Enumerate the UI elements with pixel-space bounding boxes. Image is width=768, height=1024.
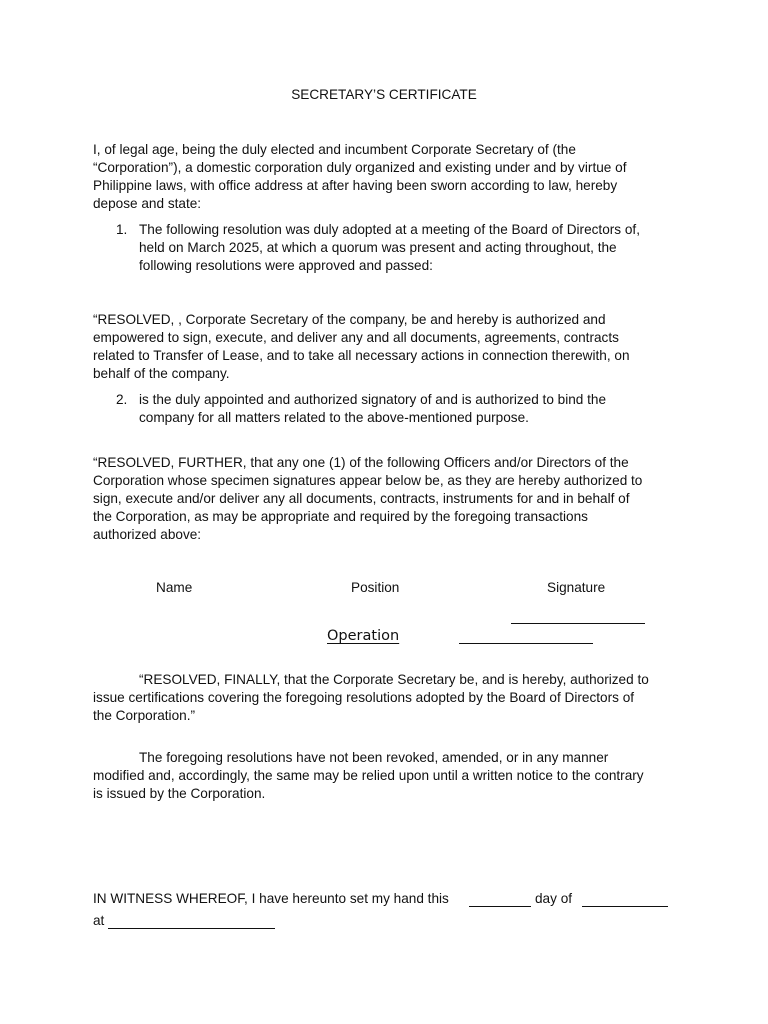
position-value: Operation bbox=[327, 628, 400, 644]
intro-paragraph bbox=[93, 141, 683, 213]
finally-line: issue certifications covering the foregoing resolutions adopted by the Board of Directors of bbox=[93, 690, 635, 705]
further-line: the Corporation, as may be appropriate and required by the foregoing transactions bbox=[93, 509, 588, 524]
witness-text: IN WITNESS WHEREOF, I have hereunto set my hand this bbox=[93, 891, 449, 906]
foregoing-line: is issued by the Corporation. bbox=[93, 786, 266, 801]
resolved-line: behalf of the company. bbox=[93, 366, 230, 381]
resolved-line: empowered to sign, execute, and deliver any and all documents, agreements, contracts bbox=[93, 330, 619, 345]
item-line: The following resolution was duly adopted at a meeting of the Board of Directors of, bbox=[139, 222, 640, 237]
witness-at-label: at bbox=[93, 913, 105, 928]
header-position: Position bbox=[351, 580, 400, 595]
intro-line: Philippine laws, with office address at after having been sworn according to law, hereby bbox=[93, 178, 618, 193]
intro-line: depose and state: bbox=[93, 196, 202, 211]
further-line: “RESOLVED, FURTHER, that any one (1) of the following Officers and/or Directors of the bbox=[93, 455, 629, 470]
witness-day-label: day of bbox=[535, 891, 573, 906]
item-line: is the duly appointed and authorized signatory of and is authorized to bind the bbox=[139, 392, 607, 407]
foregoing-line: The foregoing resolutions have not been revoked, amended, or in any manner bbox=[139, 750, 609, 765]
month-blank bbox=[582, 905, 668, 907]
resolved-line: related to Transfer of Lease, and to take all necessary actions in connection therewith, on bbox=[93, 348, 630, 363]
resolved-finally-paragraph bbox=[93, 671, 683, 725]
item-text bbox=[139, 221, 675, 275]
signature-line bbox=[511, 622, 645, 624]
item-text bbox=[139, 391, 675, 427]
signature-line bbox=[459, 642, 593, 644]
item-line: company for all matters related to the above-mentioned purpose. bbox=[139, 410, 529, 425]
foregoing-paragraph bbox=[93, 749, 683, 803]
finally-line: the Corporation.” bbox=[93, 708, 196, 723]
place-blank bbox=[108, 927, 275, 929]
finally-line-wrap bbox=[93, 671, 683, 689]
resolved-further-paragraph bbox=[93, 454, 683, 544]
header-name: Name bbox=[156, 580, 193, 595]
intro-line: I, of legal age, being the duly elected and incumbent Corporate Secretary of (the bbox=[93, 142, 576, 157]
item-number: 1. bbox=[116, 222, 128, 237]
foregoing-line-wrap bbox=[93, 749, 683, 767]
further-line: Corporation whose specimen signatures appear below be, as they are hereby authorized to bbox=[93, 473, 643, 488]
document-title: SECRETARY’S CERTIFICATE bbox=[291, 87, 477, 102]
item-number: 2. bbox=[116, 392, 128, 407]
further-line: authorized above: bbox=[93, 527, 202, 542]
date-blank bbox=[469, 905, 531, 907]
finally-line: “RESOLVED, FINALLY, that the Corporate Secretary be, and is hereby, authorized to bbox=[139, 672, 649, 687]
resolved-line: “RESOLVED, , Corporate Secretary of the company, be and hereby is authorized and bbox=[93, 312, 606, 327]
header-signature: Signature bbox=[547, 580, 606, 595]
foregoing-line: modified and, accordingly, the same may be relied upon until a written notice to the contrary bbox=[93, 768, 644, 783]
item-line: following resolutions were approved and passed: bbox=[139, 258, 433, 273]
item-line: held on March 2025, at which a quorum was present and acting throughout, the bbox=[139, 240, 617, 255]
further-line: sign, execute and/or deliver any all documents, contracts, instruments for and in behalf of bbox=[93, 491, 630, 506]
resolved-paragraph bbox=[93, 311, 683, 383]
intro-line: “Corporation”), a domestic corporation duly organized and existing under and by virtue of bbox=[93, 160, 627, 175]
